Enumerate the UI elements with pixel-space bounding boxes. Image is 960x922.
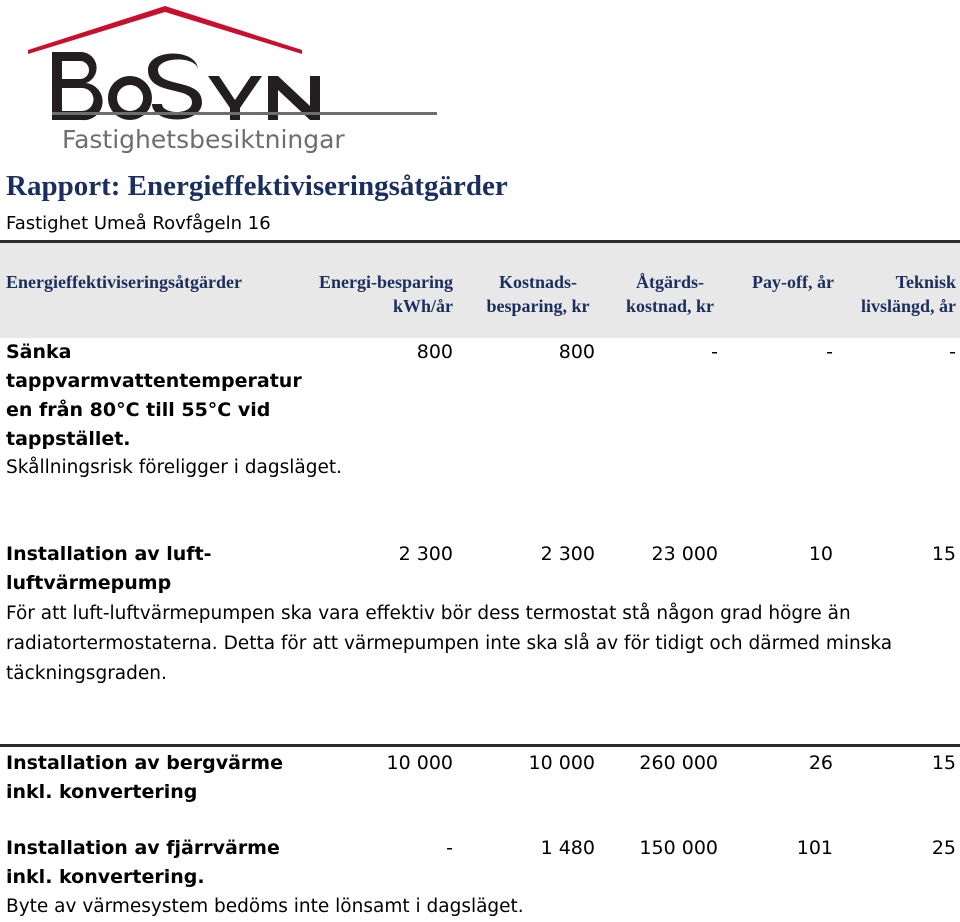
row1-name-line1: Sänka [6,341,72,363]
report-subtitle: Fastighet Umeå Rovfågeln 16 [6,213,271,234]
row2-cost-saving: 2 300 [540,543,595,565]
header-cost-saving [468,270,608,318]
row1-payoff: - [826,341,833,363]
logo-roof [28,6,302,54]
row1-lifetime: - [949,341,956,363]
row2-note-line1: För att luft-luftvärmepumpen ska vara effektiv bör dess termostat stå någon grad högre än [6,603,851,624]
row3-measure [6,749,283,807]
header-energy [280,270,453,318]
row3-name-line1: Installation av bergvärme [6,752,283,774]
header-energy-line1: Energi-besparing [318,272,453,292]
logo-underline [52,112,437,115]
row1-action-cost: - [711,341,718,363]
header-measure: Energieffektiviseringsåtgärder [6,272,242,292]
header-life-line1: Teknisk [895,272,956,292]
row2-lifetime: 15 [931,543,956,565]
header-lifetime [830,270,956,318]
row4-payoff: 101 [796,837,833,859]
row2-note-line2: radiatortermostaterna. Detta för att värmepumpen inte ska slå av för tidigt och därmed minska [6,633,893,654]
row2-energy: 2 300 [398,543,453,565]
row3-cost-saving: 10 000 [528,752,595,774]
row4-energy: - [446,837,453,859]
row2-measure [6,540,212,598]
bosyn-logo [0,0,480,165]
header-cost-line2: besparing, kr [486,296,590,316]
row4-action-cost: 150 000 [639,837,718,859]
row2-note [6,599,892,689]
row4-note: Byte av värmesystem bedöms inte lönsamt i dagsläget. [6,896,524,917]
header-cost-line1: Kostnads- [498,272,578,292]
header-action-line2: kostnad, kr [625,296,715,316]
logo-wordmark [52,52,320,120]
row1-name-line4: tappstället. [6,428,131,450]
header-payoff: Pay-off, år [752,272,834,292]
header-energy-line2: kWh/år [392,296,453,316]
row1-cost-saving: 800 [558,341,595,363]
row2-payoff: 10 [808,543,833,565]
report-title: Rapport: Energieffektiviseringsåtgärder [6,170,508,202]
row1-name-line3: en från 80°C till 55°C vid [6,399,271,421]
row3-payoff: 26 [808,752,833,774]
row1-measure [6,338,302,454]
logo-tagline: Fastighetsbesiktningar [62,125,345,154]
row1-name-line2: tappvarmvattentemperatur [6,370,302,392]
row3-lifetime: 15 [931,752,956,774]
row2-name-line1: Installation av luft- [6,543,212,565]
row3-top-rule [0,744,960,747]
row2-action-cost: 23 000 [651,543,718,565]
row3-action-cost: 260 000 [639,752,718,774]
row2-name-line2: luftvärmepump [6,572,172,594]
header-action-line1: Åtgärds- [636,272,704,292]
header-action-cost [610,270,730,318]
row4-measure [6,834,280,892]
row4-cost-saving: 1 480 [540,837,595,859]
row2-note-line3: täckningsgraden. [6,663,167,684]
row4-name-line1: Installation av fjärrvärme [6,837,280,859]
row4-lifetime: 25 [931,837,956,859]
header-life-line2: livslängd, år [860,296,956,316]
row4-name-line2: inkl. konvertering. [6,866,205,888]
row3-energy: 10 000 [386,752,453,774]
row1-energy: 800 [416,341,453,363]
row1-note: Skållningsrisk föreligger i dagsläget. [6,457,342,478]
row3-name-line2: inkl. konvertering [6,781,198,803]
